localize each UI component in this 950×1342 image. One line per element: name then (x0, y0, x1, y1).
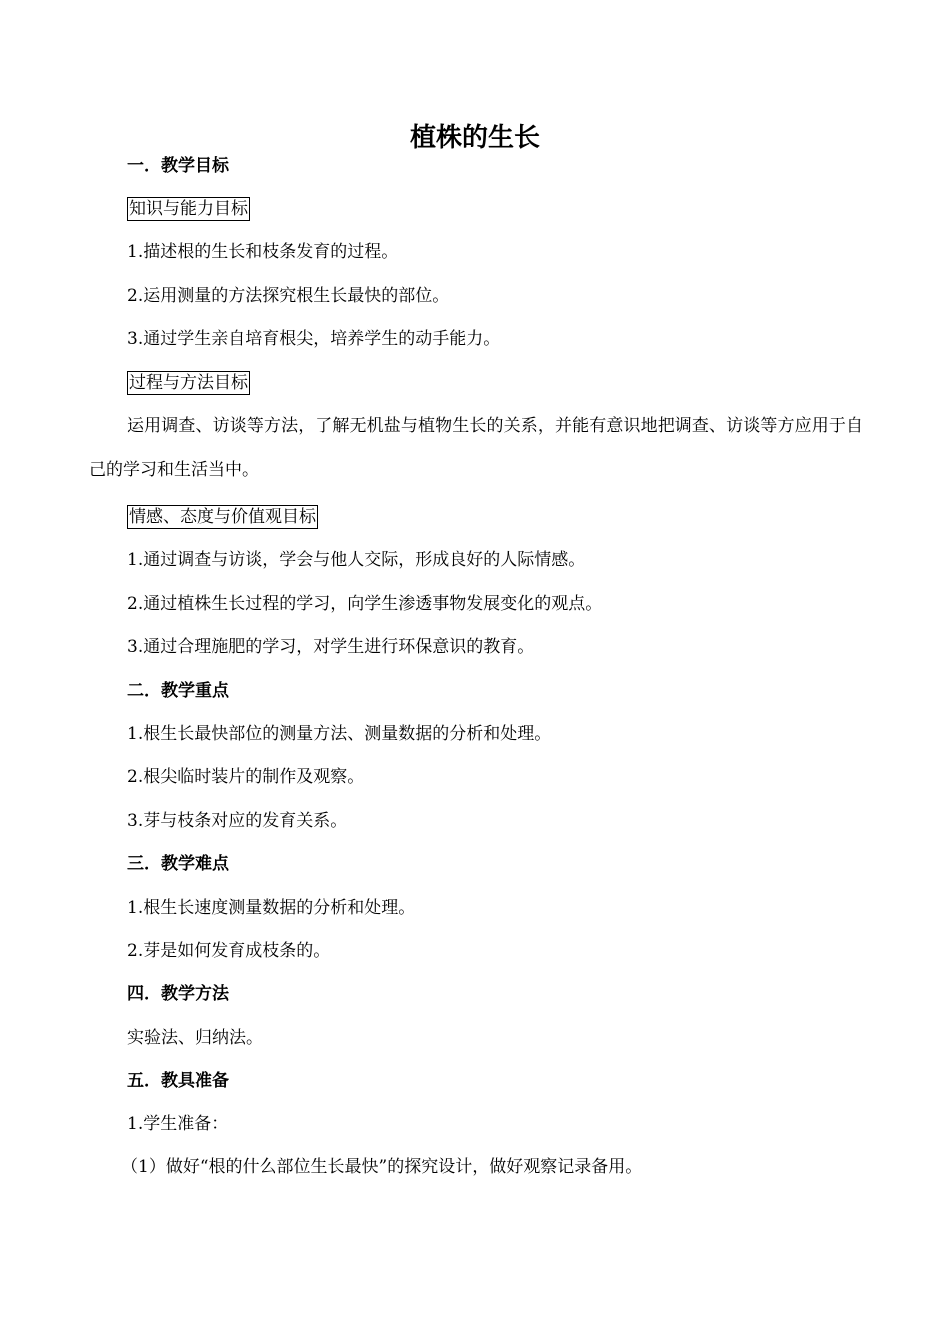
section-heading-difficulties: 三．教学难点 (127, 854, 229, 874)
key-point-item-3: 3.芽与枝条对应的发育关系。 (127, 811, 348, 831)
key-point-item-1: 1.根生长最快部位的测量方法、测量数据的分析和处理。 (127, 724, 552, 744)
student-preparation-label: 1.学生准备： (127, 1114, 229, 1134)
student-preparation-item-1: （1）做好“根的什么部位生长最快”的探究设计，做好观察记录备用。 (121, 1157, 643, 1177)
methods-text: 实验法、归纳法。 (127, 1028, 263, 1048)
section-heading-methods: 四．教学方法 (127, 984, 229, 1004)
knowledge-item-1: 1.描述根的生长和枝条发育的过程。 (127, 242, 399, 262)
emotion-item-1: 1.通过调查与访谈，学会与他人交际，形成良好的人际情感。 (127, 550, 586, 570)
emotion-item-2: 2.通过植株生长过程的学习，向学生渗透事物发展变化的观点。 (127, 594, 603, 614)
process-goal-label (127, 370, 250, 396)
boxed-label: 过程与方法目标 (129, 373, 248, 393)
difficulty-item-1: 1.根生长速度测量数据的分析和处理。 (127, 898, 416, 918)
boxed-label: 知识与能力目标 (129, 199, 248, 219)
section-heading-preparation: 五．教具准备 (127, 1071, 229, 1091)
key-point-item-2: 2.根尖临时装片的制作及观察。 (127, 767, 365, 787)
section-heading-objectives: 一．教学目标 (127, 156, 229, 176)
knowledge-item-3: 3.通过学生亲自培育根尖，培养学生的动手能力。 (127, 329, 501, 349)
document-title: 植株的生长 (409, 123, 540, 153)
boxed-label: 情感、态度与价值观目标 (129, 507, 316, 527)
knowledge-goal-label (127, 196, 250, 222)
difficulty-item-2: 2.芽是如何发育成枝条的。 (127, 941, 331, 961)
section-heading-key-points: 二．教学重点 (127, 681, 229, 701)
knowledge-item-2: 2.运用测量的方法探究根生长最快的部位。 (127, 286, 450, 306)
emotion-item-3: 3.通过合理施肥的学习，对学生进行环保意识的教育。 (127, 637, 535, 657)
process-goal-paragraph: 运用调查、访谈等方法，了解无机盐与植物生长的关系，并能有意识地把调查、访谈等方应用于自己的学习和生活当中。 (89, 416, 863, 480)
emotion-goal-label (127, 504, 318, 530)
